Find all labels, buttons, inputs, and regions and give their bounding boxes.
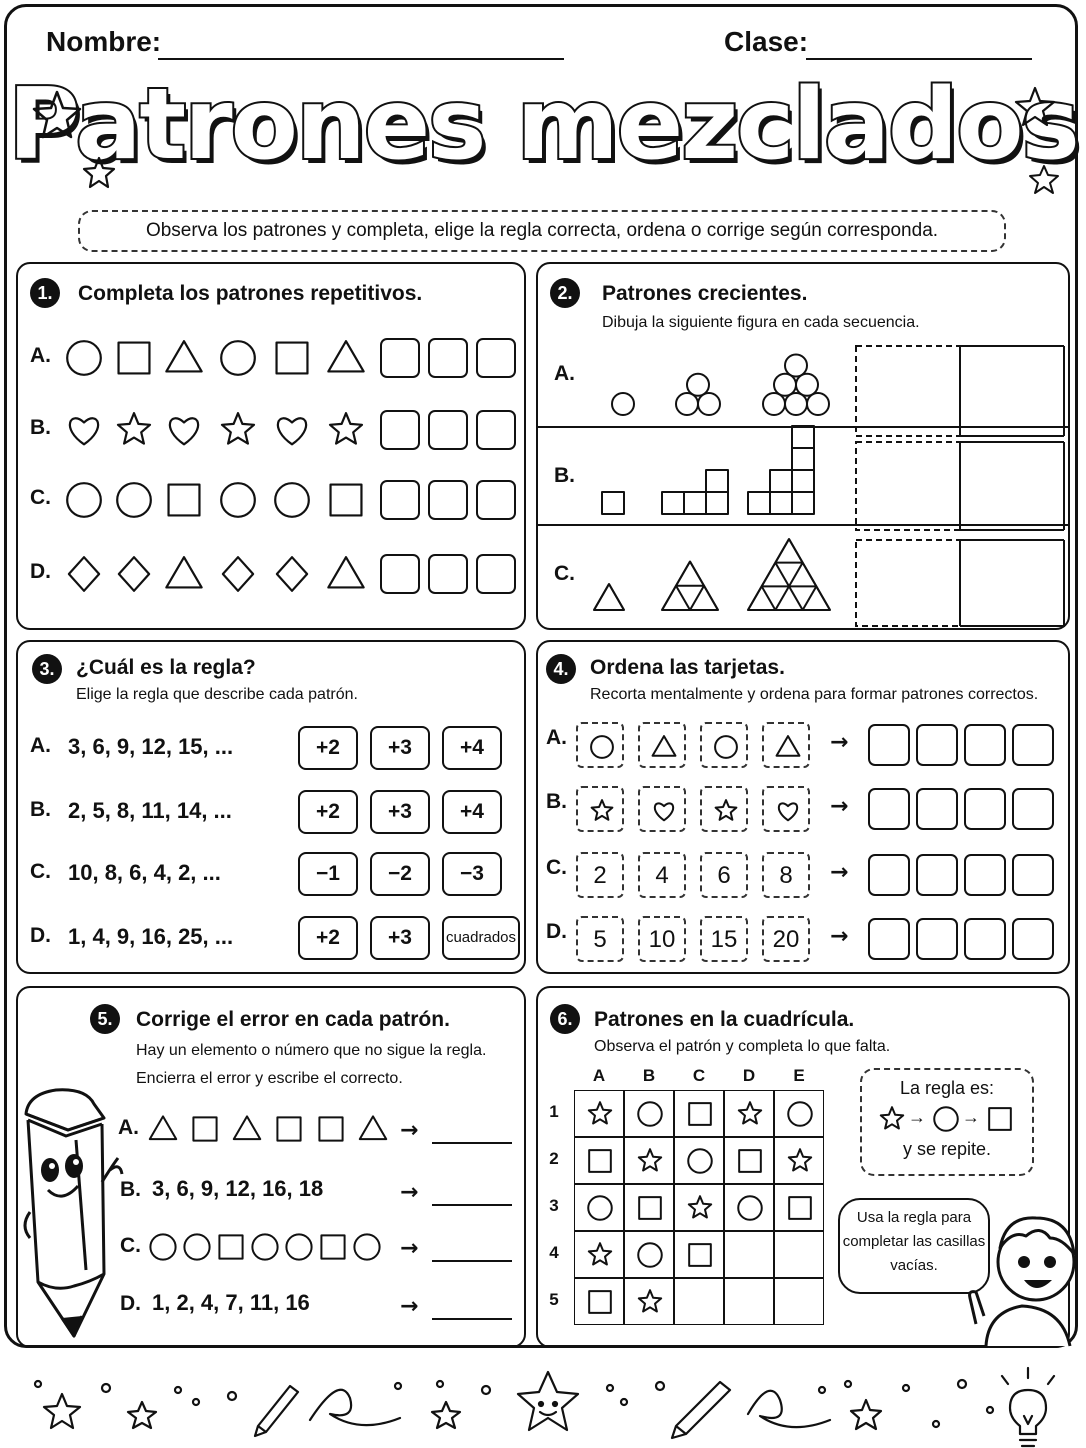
heart-icon — [164, 410, 204, 450]
sort-card[interactable] — [762, 722, 810, 768]
diamond-icon — [114, 554, 154, 594]
section-3-subtitle: Elige la regla que describe cada patrón. — [76, 686, 358, 703]
answer-box[interactable] — [868, 854, 910, 896]
section-5-row-label: C. — [120, 1234, 141, 1257]
sequence-text: 1, 2, 4, 7, 11, 16 — [152, 1290, 310, 1315]
rule-box — [860, 1068, 1034, 1176]
square-icon — [736, 1147, 764, 1175]
sort-card[interactable]: 5 — [576, 916, 624, 962]
triangle-icon — [326, 554, 366, 594]
grid-cell — [624, 1137, 674, 1184]
sequence-text: 1, 4, 9, 16, 25, ... — [68, 924, 234, 949]
grid-column-header: B — [642, 1066, 656, 1085]
answer-box[interactable] — [476, 410, 516, 450]
section-3-number: 3. — [32, 654, 62, 684]
answer-box[interactable] — [476, 480, 516, 520]
circle-icon — [148, 1232, 178, 1262]
circle-icon — [586, 1194, 614, 1222]
circle-icon — [636, 1100, 664, 1128]
square-icon — [164, 480, 204, 520]
sort-card[interactable] — [762, 786, 810, 832]
circle-icon — [686, 1147, 714, 1175]
answer-box[interactable] — [964, 854, 1006, 896]
section-4-number: 4. — [546, 654, 576, 684]
grid-column-header: C — [692, 1066, 706, 1085]
section-5-row-label: B. — [120, 1178, 141, 1201]
section-2-row-label: C. — [554, 562, 575, 585]
grid-column-header: E — [793, 1066, 805, 1085]
square-icon — [326, 480, 366, 520]
rule-option-button[interactable]: +3 — [370, 790, 430, 834]
circle-icon — [786, 1100, 814, 1128]
name-field-line[interactable] — [158, 58, 564, 60]
answer-box[interactable] — [428, 338, 468, 378]
triangle-icon — [164, 554, 204, 594]
arrow-icon: → — [830, 924, 849, 949]
triangle-icon — [326, 338, 366, 378]
rule-option-button[interactable]: cuadrados — [442, 916, 520, 960]
rule-option-button[interactable]: +4 — [442, 790, 502, 834]
star-icon — [44, 1394, 80, 1428]
section-2-subtitle: Dibuja la siguiente figura en cada secuencia. — [602, 314, 920, 331]
grid-row-header: 2 — [549, 1149, 559, 1168]
section-1-title: Completa los patrones repetitivos. — [78, 282, 423, 305]
section-2-row-label: B. — [554, 464, 575, 487]
square-icon — [686, 1100, 714, 1128]
triangle-icon — [358, 1114, 388, 1144]
pencil-icon — [255, 1386, 298, 1436]
rule-option-button[interactable]: −1 — [298, 852, 358, 896]
answer-box[interactable] — [1012, 918, 1054, 960]
arrow-icon: → — [400, 1118, 419, 1143]
section-3-row-label: C. — [30, 860, 51, 883]
sort-card[interactable] — [638, 786, 686, 832]
arrow-icon: → — [400, 1236, 419, 1261]
section-5-subtitle-2: Encierra el error y escribe el correcto. — [136, 1070, 403, 1087]
sort-card[interactable] — [638, 722, 686, 768]
section-6-title: Patrones en la cuadrícula. — [594, 1008, 855, 1031]
grid-cell[interactable] — [774, 1278, 824, 1325]
triangle-icon — [651, 734, 677, 760]
circle-icon — [736, 1194, 764, 1222]
square-icon — [272, 338, 312, 378]
grid-cell — [774, 1090, 824, 1137]
rule-option-button[interactable]: −3 — [442, 852, 502, 896]
grid-cell — [624, 1278, 674, 1325]
star-icon — [636, 1288, 664, 1316]
star-icon — [586, 1241, 614, 1269]
instructions-box: Observa los patrones y completa, elige la regla correcta, ordena o corrige según corresponda. — [78, 210, 1006, 252]
section-1-row-label: B. — [30, 416, 51, 439]
grid-cell — [674, 1137, 724, 1184]
star-icon — [736, 1100, 764, 1128]
circle-icon — [589, 734, 615, 760]
grid-cell[interactable] — [674, 1278, 724, 1325]
sort-card[interactable] — [700, 722, 748, 768]
star-icon — [586, 1100, 614, 1128]
square-icon — [986, 1105, 1014, 1133]
circle-icon — [218, 338, 258, 378]
square-icon — [586, 1147, 614, 1175]
star-icon — [851, 1400, 881, 1429]
square-icon — [636, 1194, 664, 1222]
triangle-icon — [148, 1114, 178, 1144]
square-icon — [114, 338, 154, 378]
rule-option-button[interactable]: +2 — [298, 916, 358, 960]
pencil-icon — [672, 1382, 730, 1438]
section-3-row-label: A. — [30, 734, 51, 757]
triangle-icon — [775, 734, 801, 760]
grid-column-header: D — [742, 1066, 756, 1085]
answer-box[interactable] — [428, 480, 468, 520]
circle-icon — [64, 480, 104, 520]
answer-box[interactable] — [964, 918, 1006, 960]
rule-option-button[interactable]: +2 — [298, 726, 358, 770]
section-5-row-label: D. — [120, 1292, 141, 1315]
section-2-number: 2. — [550, 278, 580, 308]
heart-icon — [775, 798, 801, 824]
grid-cell[interactable] — [774, 1231, 824, 1278]
arrow-icon: → — [830, 860, 849, 885]
section-3-row-label: D. — [30, 924, 51, 947]
grid-column-header: A — [592, 1066, 606, 1085]
answer-box[interactable] — [476, 554, 516, 594]
star-icon — [518, 1372, 578, 1430]
star-icon — [128, 1402, 156, 1428]
rule-footer: y se repite. — [902, 1139, 992, 1159]
star-icon — [1028, 164, 1060, 196]
section-1-row-label: D. — [30, 560, 51, 583]
section-1-row-label: C. — [30, 486, 51, 509]
grid-row-header: 1 — [549, 1102, 559, 1121]
answer-box[interactable] — [916, 724, 958, 766]
grid-cell — [574, 1231, 624, 1278]
circle-icon — [114, 480, 154, 520]
section-3-row-label: B. — [30, 798, 51, 821]
grid-row-header: 4 — [549, 1243, 559, 1262]
star-icon — [432, 1402, 460, 1428]
grid-cell[interactable] — [724, 1278, 774, 1325]
circle-icon — [352, 1232, 382, 1262]
arrow-icon: → — [400, 1180, 419, 1205]
rule-title: La regla es: — [899, 1078, 995, 1098]
square-icon — [318, 1232, 348, 1262]
section-6-number: 6. — [550, 1004, 580, 1034]
speech-line: Usa la regla para — [856, 1209, 972, 1226]
square-icon — [190, 1114, 220, 1144]
sort-card[interactable]: 10 — [638, 916, 686, 962]
star-icon — [114, 410, 154, 450]
grid-cell — [674, 1090, 724, 1137]
answer-line[interactable] — [432, 1204, 512, 1206]
answer-box[interactable] — [964, 724, 1006, 766]
heart-icon — [64, 410, 104, 450]
sort-card[interactable] — [576, 722, 624, 768]
star-icon — [32, 90, 82, 140]
square-icon — [686, 1241, 714, 1269]
sort-card[interactable] — [576, 786, 624, 832]
grid-row-header: 3 — [549, 1196, 559, 1215]
grid-cell — [624, 1231, 674, 1278]
sort-card[interactable]: 8 — [762, 852, 810, 898]
grid-cell[interactable] — [724, 1231, 774, 1278]
grid-cell — [624, 1184, 674, 1231]
square-icon — [216, 1232, 246, 1262]
grid-cell — [724, 1137, 774, 1184]
section-2-row-label: A. — [554, 362, 575, 385]
sort-card[interactable]: 20 — [762, 916, 810, 962]
grid-cell — [724, 1090, 774, 1137]
heart-icon — [651, 798, 677, 824]
answer-line[interactable] — [432, 1318, 512, 1320]
rule-option-button[interactable]: −2 — [370, 852, 430, 896]
grid-row-header: 5 — [549, 1290, 559, 1309]
sequence-text: 2, 5, 8, 11, 14, ... — [68, 798, 232, 823]
answer-box[interactable] — [916, 854, 958, 896]
answer-box[interactable] — [1012, 788, 1054, 830]
arrow-icon: → — [830, 730, 849, 755]
pencil-mascot-icon — [16, 1086, 126, 1346]
answer-line[interactable] — [432, 1260, 512, 1262]
section-5-subtitle-1: Hay un elemento o número que no sigue la regla. — [136, 1042, 487, 1059]
rule-option-button[interactable]: +4 — [442, 726, 502, 770]
answer-box[interactable] — [916, 918, 958, 960]
grid-cell — [574, 1137, 624, 1184]
star-icon — [878, 1105, 906, 1133]
star-icon — [786, 1147, 814, 1175]
circle-icon — [182, 1232, 212, 1262]
answer-box[interactable] — [868, 724, 910, 766]
square-icon — [316, 1114, 346, 1144]
star-icon — [326, 410, 366, 450]
answer-box[interactable] — [964, 788, 1006, 830]
grid-cell — [774, 1137, 824, 1184]
diamond-icon — [272, 554, 312, 594]
answer-box[interactable] — [1012, 724, 1054, 766]
class-field-line[interactable] — [806, 58, 1032, 60]
square-icon — [274, 1114, 304, 1144]
growing-patterns-figures — [540, 334, 1070, 628]
section-2-title: Patrones crecientes. — [602, 282, 808, 305]
rule-option-button[interactable]: +3 — [370, 916, 430, 960]
class-label: Clase: — [724, 26, 809, 57]
star-icon — [1014, 86, 1056, 128]
arrow-icon: → — [908, 1107, 926, 1127]
circle-icon — [250, 1232, 280, 1262]
circle-icon — [932, 1105, 960, 1133]
answer-box[interactable] — [1012, 854, 1054, 896]
answer-box[interactable] — [868, 788, 910, 830]
rule-sequence — [862, 1099, 1032, 1139]
square-icon — [786, 1194, 814, 1222]
section-4-row-label: A. — [546, 726, 567, 749]
grid-cell — [574, 1278, 624, 1325]
circle-icon — [713, 734, 739, 760]
section-4-row-label: C. — [546, 856, 567, 879]
answer-box[interactable] — [380, 410, 420, 450]
section-5-title: Corrige el error en cada patrón. — [136, 1008, 450, 1031]
circle-icon — [636, 1241, 664, 1269]
section-6-subtitle: Observa el patrón y completa lo que falta. — [594, 1038, 891, 1055]
triangle-icon — [232, 1114, 262, 1144]
section-4-title: Ordena las tarjetas. — [590, 656, 785, 679]
star-icon — [589, 798, 615, 824]
speech-line: vacías. — [890, 1257, 938, 1274]
sequence-text: 3, 6, 9, 12, 16, 18 — [152, 1176, 324, 1201]
section-5-row-label: A. — [118, 1116, 139, 1139]
grid-cell — [724, 1184, 774, 1231]
star-icon — [82, 156, 116, 190]
diamond-icon — [218, 554, 258, 594]
sort-card[interactable] — [700, 786, 748, 832]
sequence-text: 10, 8, 6, 4, 2, ... — [68, 860, 221, 885]
section-1-number: 1. — [30, 278, 60, 308]
section-3-title: ¿Cuál es la regla? — [76, 656, 256, 679]
diamond-icon — [64, 554, 104, 594]
answer-line[interactable] — [432, 1142, 512, 1144]
page-title: Patrones mezclados — [8, 68, 1078, 182]
answer-box[interactable] — [868, 918, 910, 960]
footer-doodles — [0, 1354, 1086, 1448]
section-4-row-label: B. — [546, 790, 567, 813]
answer-box[interactable] — [380, 554, 420, 594]
grid-cell — [674, 1231, 724, 1278]
arrow-icon: → — [830, 794, 849, 819]
section-4-row-label: D. — [546, 920, 567, 943]
sort-card[interactable]: 6 — [700, 852, 748, 898]
grid-cell — [624, 1090, 674, 1137]
triangle-icon — [164, 338, 204, 378]
star-icon — [713, 798, 739, 824]
star-icon — [686, 1194, 714, 1222]
grid-cell — [574, 1090, 624, 1137]
section-4-subtitle: Recorta mentalmente y ordena para formar patrones correctos. — [590, 686, 1039, 703]
star-icon — [636, 1147, 664, 1175]
star-icon — [218, 410, 258, 450]
speech-line: completar las casillas — [842, 1233, 986, 1250]
answer-box[interactable] — [380, 480, 420, 520]
sort-card[interactable]: 15 — [700, 916, 748, 962]
circle-icon — [284, 1232, 314, 1262]
circle-icon — [218, 480, 258, 520]
sequence-text: 3, 6, 9, 12, 15, ... — [68, 734, 234, 759]
grid-cell — [774, 1184, 824, 1231]
answer-box[interactable] — [916, 788, 958, 830]
answer-box[interactable] — [428, 410, 468, 450]
grid-cell — [674, 1184, 724, 1231]
answer-box[interactable] — [428, 554, 468, 594]
name-label: Nombre: — [46, 26, 162, 57]
lightbulb-icon — [1010, 1390, 1046, 1446]
grid-cell — [574, 1184, 624, 1231]
rule-option-button[interactable]: +3 — [370, 726, 430, 770]
arrow-icon: → — [962, 1107, 980, 1127]
boy-mascot-icon — [966, 1204, 1078, 1346]
circle-icon — [64, 338, 104, 378]
sort-card[interactable]: 2 — [576, 852, 624, 898]
section-1-row-label: A. — [30, 344, 51, 367]
rule-option-button[interactable]: +2 — [298, 790, 358, 834]
circle-icon — [272, 480, 312, 520]
sort-card[interactable]: 4 — [638, 852, 686, 898]
section-5-number: 5. — [90, 1004, 120, 1034]
heart-icon — [272, 410, 312, 450]
arrow-icon: → — [400, 1294, 419, 1319]
square-icon — [586, 1288, 614, 1316]
answer-box[interactable] — [380, 338, 420, 378]
answer-box[interactable] — [476, 338, 516, 378]
